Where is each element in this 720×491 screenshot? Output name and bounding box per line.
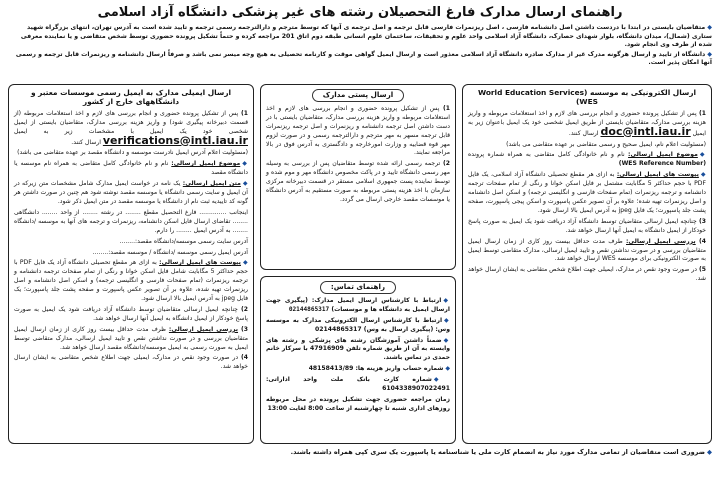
institution-attachments: ◆پیوست های ایمیل ارسالی: به ازای هر مقطع تحصیلی دانشگاه آزاد یک فایل PDF با حجم حداکثر 5 مگابایت شامل فایل اسکن خوانا و رنگی از تمام صفحات ترجمه دانشنامه و ترجمه ریزنمرات (تمام صفحات فارسی و انگلیسی ترجمه) و اسکن اصل دانشنامه و اصل ریزنمرات تهیه شده، علاوه بر آن تصویر عکس پاسپورت و صفحه پشت جلد پاسپورت؛ یک فایل jpeg به آدرس ایمیل بالا ارسال شود. xyxy=(14,259,248,303)
bullet-icon: ◆ xyxy=(707,24,712,31)
postal-title: ارسال پستی مدارک xyxy=(312,89,404,102)
institution-note: (مسئولیت اعلام آدرس ایمیل نادرست موسسه و دانشگاه مقصد بر عهده متقاضی می باشد) xyxy=(17,149,248,157)
institution-step-3: 2) چنانچه ایمیل ارسالی متقاضیان توسط دانشگاه آزاد دریافت شود یک ایمیل به صورت پاسخ خودکار از ایمیل دانشگاه به ایمیل آنها ارسال خواهد شد. xyxy=(14,305,249,322)
institution-template-3: آدرس ایمیل رسمی موسسه /دانشگاه / موسسه مقصد:........ xyxy=(92,248,248,256)
wes-email-link[interactable]: doc@intl.iau.ir xyxy=(600,124,691,138)
verification-email-link[interactable]: verifications@intl.iau.ir xyxy=(102,133,248,147)
institution-step-1: 1) پس از تشکیل پرونده حضوری و انجام بررسی های لازم و اخذ استعلامات مربوطه (از قسمت دبیرخانه پیگیری شود) و واریز هزینه بررسی مدارک، متقاضیان بایستی از ایمیل شخصی خود یک ایمیل با مشخصات زیر به ایمیل verifications@intl.iau.ir ارسال کنند. xyxy=(14,109,249,147)
institution-body: ◆متن ایمیل ارسالی: یک نامه در خواست ایمیل مدارک شامل مشخصات متن زیرکه در آن ایمیل و سایت رسمی دانشگاه یا موسسه مقصد نوشته شود هم چنین در صورت داشتن هر گونه کد تاییدیه ثبت نام از دانشگاه یا موسسه مقصد در متن ایمیل ذکر شود. xyxy=(14,180,249,205)
wes-column xyxy=(462,84,712,444)
institution-template-1: اینجانب .............. فارغ التحصیل مقطع ........ در رشته ........ از واحد ........ دانشگاهی ........ تقاضای ارسال فایل اسکن دانشنامه، ریزنمرات و ترجمه های آنها به موسسه /دانشگاه ........ به آدرس ایمیل ........ را دارم. xyxy=(14,208,248,234)
contact-item-5: ◆شماره کارت بانک ملت واحد اداراتی: 6104338907022491 xyxy=(266,376,450,393)
wes-step-3: 3) چنانچه ایمیل ارسالی متقاضیان توسط دانشگاه آزاد دریافت شود یک ایمیل به صورت پاسخ خودکار از ایمیل دانشگاه به ایمیل آنها ارسال خواهد شد. xyxy=(468,217,706,234)
wes-step-5: 5) در صورت وجود نقص در مدارک، ایمیلی جهت اطلاع شخص متقاضی به ایشان ارسال خواهد شد. xyxy=(468,266,706,283)
institution-template-2: آدرس سایت رسمی موسسه/دانشگاه مقصد:........ xyxy=(119,237,248,245)
page-title: راهنمای ارسال مدارک فارغ التحصیلان رشته های غیر پزشکی دانشگاه آزاد اسلامی xyxy=(97,5,623,20)
bullet-icon: ◆ xyxy=(707,50,712,58)
contact-phone[interactable]: 02144865317 xyxy=(288,305,330,313)
contact-item-2: ◆ارتباط با کارشناس ارسال الکترونیکی مدارک به موسسه وس: (پیگیری ارسال به وس) 02144865317 xyxy=(266,316,451,333)
wes-note: (مسئولیت اعلام نام، ایمیل صحیح و رسمی متقاضی بر عهده متقاضی می باشد) xyxy=(506,140,706,148)
wes-step-1: 1) پس از تشکیل پرونده حضوری و انجام بررسی های لازم و اخذ استعلامات مربوطه و واریز هزینه بررسی مدارک، متقاضیان بایستی از طریق ایمیل شخصی خود یک ایمیل باعنوان زیر به ایمیل doc@intl.iau.ir ارسال کنند. xyxy=(468,109,706,138)
bullet-icon: ◆ xyxy=(707,448,712,456)
wes-title: ارسال الکترونیکی به موسسه (World Education Services (WES xyxy=(477,88,697,106)
institution-email-column xyxy=(8,84,254,444)
postal-step-1: 1) پس از تشکیل پرونده حضوری و انجام بررسی های لازم و اخذ استعلامات مربوطه و واریز هزینه بررسی مدارک، متقاضیان بایستی با در دست داشتن اصل ترجمه دانشنامه و ریزنمرات و اصل ترجمه ریزنمرات قابل ترجمه مسهر به مهر مترجم و دارالترجمه رسمی و در صورت لزوم مهر قوه قضاییه و وزارت امورخارجه و دادگستری به آدرس فوق در بالا مراجعه نمایند. xyxy=(266,104,450,157)
wes-step-4: 4) بررسی ایمیل ارسالی: طرف مدت حداقل بیست روز کاری از زمان ارسال ایمیل متقاضیان بررسی و در صورت نداشتن نقص و تایید ایمیل ارسالی، مدارک متقاضی توسط ایمیل به صورت الکترونیکی برای موسسه WES ارسال خواهد شد. xyxy=(468,237,707,263)
institution-title: ارسال ایمیلی مدارک به ایمیل رسمی موسسات معتبر و دانشگاههای خارج از کشور xyxy=(30,88,232,106)
columns-container xyxy=(8,84,712,444)
contact-column xyxy=(260,276,456,444)
contact-item-1: ◆ارتباط با کارشناس ارسال ایمیل مدارک: (پیگیری جهت ارسال ایمیل به دانشگاه ها و موسسات) 02144865317 xyxy=(266,296,451,313)
intro-paragraph-1: ◆متقاضیان بایستی در ابتدا با دردست داشتن اصل دانشنامه فارسی ، اصل ریزنمرات فارسی قابل ترجمه و اصل ترجمه ی آنها که توسط مترجم و دارالترجمه رسمی ترجمه و تایید شده است به آدرس تهران، انتهای بزرگراه شهید ستاری (شمال)، میدان دانشگاه، بلوار شهدای حصارک، دانشگاه آزاد اسلامی واحد علوم و تحقیقات، ساختمان علوم انسانی طبقه دوم اتاق 201 مراجعه کرده و حتماً تشکیل پرونده حضوری توسط شخص متقاضی و یا نماینده معرفی شده از طرف وی انجام شود. xyxy=(20,24,712,49)
institution-step-5: 4) در صورت وجود نقص در مدارک، ایمیلی جهت اطلاع شخص متقاضی به ایشان ارسال خواهد شد. xyxy=(14,354,249,371)
institution-subject: ◆موضوع ایمیل ارسالی: نام و نام خانوادگی کامل متقاضی به همراه نام موسسه یا دانشگاه مقصد xyxy=(14,160,249,177)
contact-item-4: ◆شماره حساب واریز هزینه ها: 48158413/89 xyxy=(308,365,450,373)
intro-paragraph-2: ◆دانشگاه از تایید و ارسال هرگونه مدرک غیر از مدارک صادره دانشگاه آزاد اسلامی معذور است و ارسال ایمیل گواهی موقت و کارنامه تحصیلی به هیچ وجه میسر نمی باشد و صرفاً ارسال دانشنامه و ریزنمرات قابل ترجمه و رسمی آنها امکان پذیر است. xyxy=(15,50,712,67)
contact-hours: زمان مراجعه حضوری جهت تشکیل پرونده در محل مربوطه روزهای اداری شنبه تا چهارشنبه از ساعت 8:00 لغایت 13:00 xyxy=(266,395,450,412)
contact-item-3: ◆ضمناً داشتن آموزشگان رشته های پزشکی و رشته های وابسته به آن از طریق شماره تلفن 47916909 با سرکار خانم حمدی در تماس باشند. xyxy=(266,336,451,362)
institution-step-4: 3) بررسی ایمیل ارسالی: ظرف مدت حداقل بیست روز کاری از زمان ارسال ایمیل متقاضیان بررسی و در صورت نداشتن نقص و تایید ایمیل ارسالی، مدارک متقاضی توسط ایمیل به صورت رسمی به ایمیل موسسه/دانشگاه مقصد ارسال خواهد شد. xyxy=(14,325,248,351)
footer-note: ◆ضروری است متقاضیان از تمامی مدارک مورد نیاز به انضمام کارت ملی یا شناسنامه یا پاسپورت یک سری کپی همراه داشته باشند. xyxy=(290,448,712,456)
wes-attachments: ◆پیوست های ایمیل ارسالی: به ازای هر مقطع تحصیلی دانشگاه آزاد اسلامی، یک فایل PDF با حجم حداکثر 5 مگابایت مشتمل بر فایل اسکن خوانا و رنگی از تمام صفحات ترجمه دانشنامه و ترجمه ریزنمرات (تمام صفحات فارسی و انگلیسی ترجمه) و اسکن اصل دانشنامه و اصل ریزنمرات تهیه شده؛ علاوه بر آن تصویر عکس پاسپورت و اسکن پیجی پاسپورت، صفحه پشت جلد پاسپورت؛ یک فایل jpeg به آدرس ایمیل بالا ارسال شود. xyxy=(468,171,707,214)
postal-column xyxy=(260,84,456,270)
wes-subject: ◆موضوع ایمیل ارسالی: نام و نام خانوادگی کامل متقاضی به همراه شماره پرونده (WES Reference Number) xyxy=(468,151,706,168)
contact-title: راهنمای تماس: xyxy=(320,281,396,294)
intro-section xyxy=(8,24,712,68)
postal-step-2: 2) ترجمه رسمی ارائه شده توسط متقاضیان پس از بررسی به وسیله مهر رسمی دانشگاه تایید و در پاکت مخصوص دانشگاه مهر و موم شده و توسط نماینده پست جمهوری اسلامی مستقر در قسمت دبیرخانه مرکزی سازمان با اخذ هزینه پستی مربوطه به صورت مستقیم به آدرس دانشگاه یا موسسات مقصد خارجی ارسال می گردد. xyxy=(266,160,451,203)
